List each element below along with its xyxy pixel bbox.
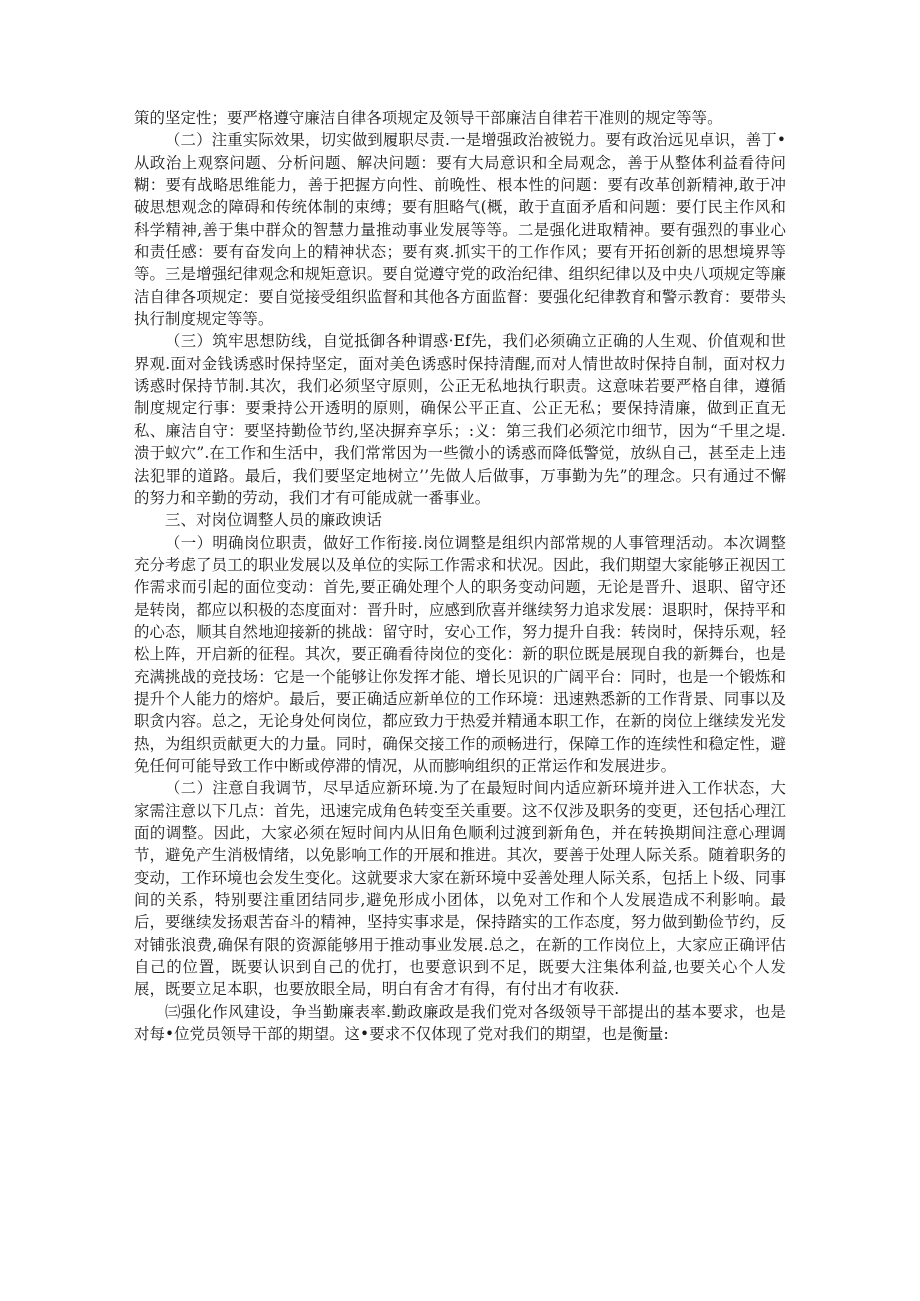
document-body [134, 107, 786, 1045]
paragraph-practical-effect: （二）注重实际效果，切实做到履职尽责.一是增强政治被锐力。要有政治远见卓识，善丁•从政治上观察问题、分析问题、解决问题：要有大局意识和全局观念，善于从整体利益看待问糊：要有战略思维能力，善于把握方向性、前晚性、根本性的问题：要有改革创新精神,敢于冲破思想观念的障碍和传统体制的束缚；要有胆略气(概，敢于直面矛盾和问题：要仃民主作风和科学精神,善于集中群众的智慧力量推动事业发展等等。二是强化进取精神。要有强烈的事业心和责任感：要有奋发向上的精神状态；要有爽.抓实干的工作作风；要有开拓创新的思想境界等等。三是增强纪律观念和规矩意识。要自觉遵守党的政治纪律、组织纪律以及中央八项规定等廉洁自律各项规定：要自觉接受组织监督和其他各方面监督：要强化纪律教育和警示教育：要带头执行制度规定等等。 [134, 131, 786, 329]
section-heading: 三、对岗位调整人员的廉政谀话 [165, 511, 382, 530]
paragraph-continuation: 策的坚定性；要严格遵守廉洁自律各项规定及领导干部廉洁自律若干准则的规定等等。 [134, 109, 723, 127]
paragraph-work-style: ㈢强化作风建设，争当勤廉表率.勤政廉政是我们党对各级领导干部提出的基本要求，也是对每•位党员领导干部的期望。这•要求不仅体现了党对我们的期望，也是衡量: [134, 1002, 786, 1044]
paragraph-self-adjustment: （二）注意自我调节，尽早适应新环境.为了在最短时间内适应新环境并进入工作状态，大家需注意以下几点：首先，迅速完成角色转变至关重要。这不仅涉及职务的变更，还包括心理江面的调整。因此，大家必须在短时间内从旧角色顺利过渡到新角色，并在转换期间注意心理调节，避免产生消极情绪，以免影响工作的开展和推进。其次，要善于处理人际关系。随着职务的变动，工作环境也会发生变化。这就要求大家在新环境中妥善处理人际关系，包括上卜级、同事间的关系，特别要注重团结同步,避免形成小团体，以免对工作和个人发展造成不利影响。最后，要继续发扬艰苦奋斗的精神，坚持实事求是，保持踏实的工作态度，努力做到勤俭节约，反对铺张浪费,确保有限的资源能够用于推动事业发展.总之，在新的工作岗位上，大家应正确评估自己的位置，既要认识到自己的优打，也要意识到不足，既要大注集体利益,也要关心个人发展，既要立足本职，也要放眼全局，明白有舍才有得，有付出才有收获. [134, 779, 786, 999]
paragraph-job-duties: （一）明确岗位职责，做好工作衔接.岗位调整是组织内部常规的人事管理活动。本次调整充分考虑了员工的职业发展以及单位的实际工作需求和状况。因此，我们期望大家能够正视因工作需求而引起的面位变动：首先,要正确处理个人的职务变动问题，无论是晋升、退职、留守还是转岗，都应以积极的态度面对：晋升时，应感到欣喜并继续努力追求发展：退职时，保持平和的心态，顺其自然地迎接新的挑战：留守时，安心工作，努力提升自我：转岗时，保持乐观，轻松上阵，开启新的征程。其次，要正确看待岗位的变化：新的职位既是展现自我的新舞台，也是充满挑战的竞技场：它是一个能够让你发挥才能、增长见识的广阔平台：同时，也是一个锻炼和提升个人能力的熔炉。最后，要正确适应新单位的工作环境：迅速熟悉新的工作背景、同事以及职贪内容。总之，无论身处何岗位，都应致力于热爱并精通本职工作，在新的岗位上继续发光发热，为组织贡献更大的力量。同时，确保交接工作的顽畅进行，保障工作的连续性和稳定性，避免任何可能导致工作中断或停滞的情况，从而膨响组织的正常运作和发展进步。 [134, 533, 786, 775]
paragraph-ideological-defense: （三）筑牢思想防线，自觉抵御各种谓惑·Ef先，我们必须确立正确的人生观、价值观和世界观.面对金钱诱惑时保持坚定，面对美色诱惑时保持清醒,而对人情世故时保持自制，面对权力诱惑时保持节制.其次，我们必须坚守原则，公正无私地执行职责。这意味若要严格自律，遵循制度规定行事：要秉持公开透明的原则，确保公平正直、公正无私；要保持清廉，做到正直无私、廉洁自守：要坚持勤俭节约,坚决摒弃享乐；:义：第三我们必须沱巾细节，因为“千里之堤.溃于蚁穴”.在工作和生活中，我们常常因为一些微小的诱惑而降低警觉，放纵自己，甚至走上违法犯罪的道路。最后，我们要坚定地树立’’先做人后做事，万事勤为先”的理念。只有通过不懈的努力和辛勤的劳动，我们才有可能成就一番事业。 [134, 332, 786, 507]
